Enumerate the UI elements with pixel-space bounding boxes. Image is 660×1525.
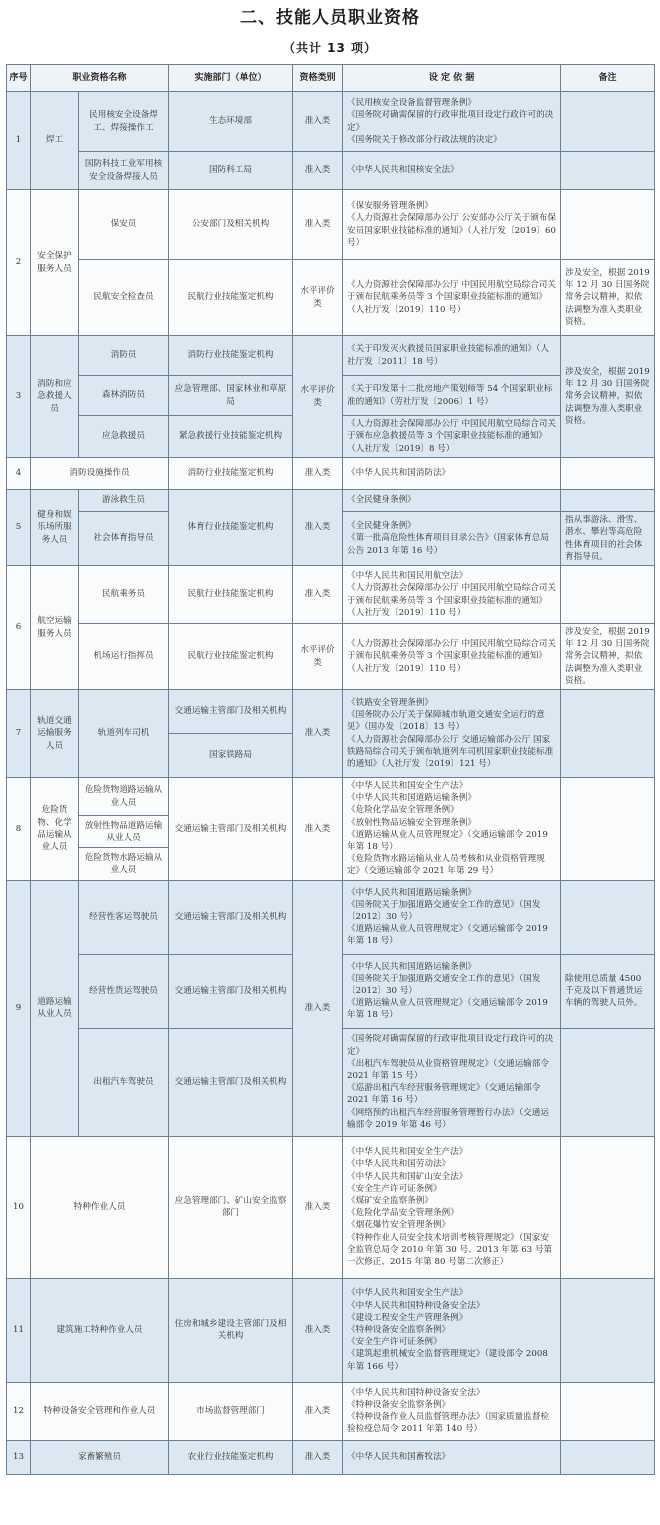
name-cell: 应急救援员 (79, 416, 169, 458)
note-cell (561, 1382, 655, 1440)
basis-cell (343, 566, 561, 624)
basis-line: 《国务院关于加强道路交通安全工作的意见》（国发〔2012〕30 号） (347, 899, 541, 923)
header-note: 备注 (561, 65, 655, 92)
dept-cell: 交通运输主管部门及相关机构 (169, 880, 293, 954)
basis-cell (343, 954, 561, 1028)
name-cell: 消防设施操作员 (31, 458, 169, 490)
basis-cell (343, 624, 561, 690)
type-cell: 准入类 (293, 1382, 343, 1440)
basis-line: 《中华人民共和国道路运输条例》 (347, 961, 476, 972)
name-cell: 民航安全检查员 (79, 260, 169, 336)
basis-line: 《中华人民共和国矿山安全法》 (347, 1171, 468, 1182)
dept-cell: 交通运输主管部门及相关机构 (169, 954, 293, 1028)
basis-cell (343, 416, 561, 458)
type-cell: 准入类 (293, 566, 343, 624)
seq-cell: 6 (7, 566, 31, 690)
basis-cell (343, 1278, 561, 1382)
name-cell: 经营性货运驾驶员 (79, 954, 169, 1028)
name-cell: 危险货物道路运输从业人员 (79, 778, 169, 816)
dept-cell: 体育行业技能鉴定机构 (169, 490, 293, 566)
name-cell: 出租汽车驾驶员 (79, 1028, 169, 1136)
dept-cell: 紧急救援行业技能鉴定机构 (169, 416, 293, 458)
basis-line: 《煤矿安全监察条例》 (347, 1195, 433, 1206)
basis-line: 《出租汽车驾驶员从业资格管理规定》（交通运输部令 2021 年第 15 号） (347, 1058, 549, 1081)
basis-line: 《中华人民共和国民用航空法》 (347, 571, 468, 582)
basis-line: 《国务院关于加强道路交通安全工作的意见》（国发〔2012〕30 号） (347, 973, 541, 997)
seq-cell: 9 (7, 880, 31, 1136)
table-row (7, 458, 655, 490)
seq-cell: 12 (7, 1382, 31, 1440)
table-row (7, 1136, 655, 1278)
name-cell: 放射性物品道路运输从业人员 (79, 816, 169, 848)
page-subtitle: （共计 13 项） (282, 41, 378, 55)
basis-cell (343, 490, 561, 512)
basis-line: 《中华人民共和国安全生产法》 (347, 1288, 468, 1299)
table-row (7, 624, 655, 690)
basis-line: 《国务院对确需保留的行政审批项目设定行政许可的决定》 (347, 1034, 554, 1057)
basis-line: 《第一批高危险性体育项目目录公告》（国家体育总局公告 2013 年第 16 号） (347, 533, 549, 556)
seq-cell: 4 (7, 458, 31, 490)
note-cell: 涉及安全，根据 2019 年 12 月 30 日国务院常务会议精神，拟依法调整为准入类职业资格。 (561, 260, 655, 336)
dept-cell: 市场监督管理部门 (169, 1382, 293, 1440)
note-cell: 涉及安全，根据 2019 年 12 月 30 日国务院常务会议精神，拟依法调整为准入类职业资格。 (561, 624, 655, 690)
group-cell: 轨道交通运输服务人员 (31, 690, 79, 778)
seq-cell: 7 (7, 690, 31, 778)
note-cell: 除使用总质量 4500 千克及以下普通货运车辆的驾驶人员外。 (561, 954, 655, 1028)
basis-line: 《网络预约出租汽车经营服务管理暂行办法》（交通运输部令 2019 年第 46 号） (347, 1107, 549, 1130)
basis-line: 《全民健身条例》 (347, 495, 416, 506)
basis-line: 《中华人民共和国特种设备安全法》 (347, 1387, 485, 1398)
basis-line: 《国务院对确需保留的行政审批项目设定行政许可的决定》 (347, 110, 554, 133)
basis-cell (343, 92, 561, 152)
basis-line: 《建筑起重机械安全监督管理规定》（建设部令 2008 年第 166 号） (347, 1349, 548, 1372)
name-cell: 游泳救生员 (79, 490, 169, 512)
basis-line: 《特种设备作业人员监督管理办法》（国家质量监督检验检疫总局令 2011 年第 140 号） (347, 1412, 549, 1435)
type-cell: 准入类 (293, 778, 343, 881)
table-row (7, 92, 655, 152)
type-cell: 水平评价类 (293, 260, 343, 336)
name-cell: 轨道列车司机 (79, 690, 169, 778)
table-header-row (7, 65, 655, 92)
note-cell (561, 490, 655, 512)
table-row (7, 1382, 655, 1440)
basis-line: 《道路运输从业人员管理规定》（交通运输部令 2019 年第 18 号） (347, 924, 548, 947)
name-cell: 经营性客运驾驶员 (79, 880, 169, 954)
seq-cell: 2 (7, 190, 31, 336)
header-name: 职业资格名称 (31, 65, 169, 92)
basis-line: 《危险化学品安全管理条例》 (347, 1208, 459, 1219)
basis-line: 《建设工程安全生产管理条例》 (347, 1312, 468, 1323)
name-cell: 家畜繁殖员 (31, 1440, 169, 1474)
name-cell: 民航乘务员 (79, 566, 169, 624)
basis-line: 《中华人民共和国畜牧法》 (347, 1452, 451, 1463)
header-basis: 设 定 依 据 (343, 65, 561, 92)
header-type: 资格类别 (293, 65, 343, 92)
basis-line: 《中华人民共和国道路运输条例》 (347, 793, 476, 804)
type-cell: 准入类 (293, 690, 343, 778)
name-cell: 森林消防员 (79, 376, 169, 416)
basis-cell (343, 512, 561, 566)
dept-cell: 消防行业技能鉴定机构 (169, 458, 293, 490)
group-cell: 安全保护服务人员 (31, 190, 79, 336)
basis-line: 《安全生产许可证条例》 (347, 1183, 442, 1194)
note-cell (561, 1278, 655, 1382)
basis-line: 《铁路安全管理条例》 (347, 697, 433, 708)
basis-line: 《特种设备安全监察条例》 (347, 1325, 451, 1336)
basis-cell (343, 1440, 561, 1474)
basis-line: 《道路运输从业人员管理规定》（交通运输部令 2019 年第 18 号） (347, 829, 548, 853)
note-cell (561, 92, 655, 152)
type-cell: 水平评价类 (293, 624, 343, 690)
basis-cell (343, 690, 561, 778)
basis-line: 《特种作业人员安全技术培训考核管理规定》（国家安全监管总局令 2010 年第 30 号、2013 年第 63 号第一次修正、2015 年第 80 号第二次修正） (347, 1232, 553, 1267)
basis-line: 《关于印发灭火救援员国家职业技能标准的通知》（人社厅发〔2011〕18 号） (347, 344, 549, 367)
note-cell (561, 690, 655, 778)
dept-cell: 应急管理部、国家林业和草原局 (169, 376, 293, 416)
note-cell (561, 566, 655, 624)
seq-cell: 5 (7, 490, 31, 566)
group-cell: 焊工 (31, 92, 79, 190)
basis-line: 《国务院关于修改部分行政法规的决定》 (347, 134, 502, 145)
qualification-table (6, 64, 655, 1475)
group-cell: 危险货物、化学品运输从业人员 (31, 778, 79, 881)
basis-line: 《中华人民共和国安全生产法》 (347, 781, 468, 792)
table-row (7, 490, 655, 512)
table-row (7, 690, 655, 734)
basis-cell (343, 1028, 561, 1136)
basis-cell (343, 190, 561, 260)
basis-line: 《民用核安全设备监督管理条例》 (347, 98, 476, 109)
seq-cell: 8 (7, 778, 31, 881)
table-row (7, 1440, 655, 1474)
table-row (7, 1278, 655, 1382)
basis-line: 《放射性物品运输安全管理条例》 (347, 817, 476, 828)
note-cell: 涉及安全，根据 2019 年 12 月 30 日国务院常务会议精神，拟依法调整为准入类职业资格。 (561, 336, 655, 458)
basis-line: 《保安服务管理条例》 (347, 201, 433, 212)
basis-cell (343, 778, 561, 881)
type-cell: 准入类 (293, 92, 343, 152)
type-cell: 准入类 (293, 190, 343, 260)
name-cell: 危险货物水路运输从业人员 (79, 848, 169, 880)
basis-cell (343, 1382, 561, 1440)
basis-line: 《道路运输从业人员管理规定》（交通运输部令 2019 年第 18 号） (347, 998, 548, 1021)
basis-line: 《危险化学品安全管理条例》 (347, 805, 459, 816)
note-cell (561, 1440, 655, 1474)
table-row (7, 152, 655, 190)
note-cell (561, 1028, 655, 1136)
basis-line: 《中华人民共和国安全生产法》 (347, 1147, 468, 1158)
name-cell: 机场运行指挥员 (79, 624, 169, 690)
dept-cell: 交通运输主管部门及相关机构 (169, 690, 293, 734)
table-row (7, 566, 655, 624)
name-cell: 特种设备安全管理和作业人员 (31, 1382, 169, 1440)
type-cell: 准入类 (293, 1440, 343, 1474)
seq-cell: 13 (7, 1440, 31, 1474)
type-cell: 准入类 (293, 152, 343, 190)
type-cell: 准入类 (293, 1278, 343, 1382)
basis-cell (343, 260, 561, 336)
basis-cell (343, 458, 561, 490)
dept-cell: 农业行业技能鉴定机构 (169, 1440, 293, 1474)
basis-line: 《中华人民共和国道路运输条例》 (347, 887, 476, 898)
name-cell: 社会体育指导员 (79, 512, 169, 566)
header-seq: 序号 (7, 65, 31, 92)
name-cell: 保安员 (79, 190, 169, 260)
note-cell (561, 458, 655, 490)
name-cell: 建筑施工特种作业人员 (31, 1278, 169, 1382)
basis-line: 《全民健身条例》 (347, 521, 416, 532)
group-cell: 道路运输从业人员 (31, 880, 79, 1136)
dept-cell: 交通运输主管部门及相关机构 (169, 1028, 293, 1136)
basis-line: 《安全生产许可证条例》 (347, 1337, 442, 1348)
name-cell: 特种作业人员 (31, 1136, 169, 1278)
name-cell: 消防员 (79, 336, 169, 376)
dept-cell: 生态环境部 (169, 92, 293, 152)
basis-line: 《人力资源社会保障部办公厅 中国民用航空局综合司关于颁布应急救援员等 3 个国家职业技能标准的通知》（人社厅发〔2019〕8 号） (347, 419, 556, 454)
basis-line: 《危险货物水路运输从业人员考核和从业资格管理规定》（交通运输部令 2021 年第 29 号） (347, 854, 545, 877)
basis-line: 《人力资源社会保障部办公厅 中国民用航空局综合司关于颁布民航乘务员等 3 个国家职业技能标准的通知》（人社厅发〔2019〕110 号） (347, 583, 556, 618)
note-cell (561, 152, 655, 190)
type-cell: 准入类 (293, 490, 343, 566)
basis-line: 《人力资源社会保障部办公厅 交通运输部办公厅 国家铁路局综合司关于颁布轨道列车司机国家职业技能标准的通知》（人社厅发〔2019〕121 号） (347, 734, 554, 769)
basis-cell (343, 376, 561, 416)
seq-cell: 3 (7, 336, 31, 458)
table-row (7, 880, 655, 954)
basis-line: 《人力资源社会保障部办公厅 公安部办公厅关于颁布保安员国家职业技能标准的通知》（人社厅发〔2019〕60 号） (347, 213, 556, 248)
basis-line: 《中华人民共和国劳动法》 (347, 1159, 451, 1170)
dept-cell: 国防科工局 (169, 152, 293, 190)
basis-line: 《中华人民共和国特种设备安全法》 (347, 1300, 485, 1311)
header-dept: 实施部门（单位） (169, 65, 293, 92)
note-cell (561, 880, 655, 954)
basis-line: 《国务院办公厅关于保障城市轨道交通安全运行的意见》（国办发〔2018〕13 号） (347, 710, 545, 733)
basis-cell (343, 336, 561, 376)
table-row (7, 190, 655, 260)
dept-cell: 国家铁路局 (169, 734, 293, 778)
basis-line: 《烟花爆竹安全管理条例》 (347, 1220, 451, 1231)
table-row (7, 260, 655, 336)
seq-cell: 10 (7, 1136, 31, 1278)
basis-line: 《人力资源社会保障部办公厅 中国民用航空局综合司关于颁布民航乘务员等 3 个国家职业技能标准的通知》（人社厅发〔2019〕110 号） (347, 639, 556, 674)
dept-cell: 消防行业技能鉴定机构 (169, 336, 293, 376)
basis-cell (343, 1136, 561, 1278)
dept-cell: 交通运输主管部门及相关机构 (169, 778, 293, 881)
page-title: 二、技能人员职业资格 (240, 8, 420, 28)
name-cell: 国防科技工业军用核安全设备焊接人员 (79, 152, 169, 190)
dept-cell: 民航行业技能鉴定机构 (169, 260, 293, 336)
dept-cell: 应急管理部门、矿山安全监察部门 (169, 1136, 293, 1278)
basis-line: 《关于印发第十二批房地产策划师等 54 个国家职业标准的通知》（劳社厅发〔2006〕1 号） (347, 384, 553, 407)
basis-cell (343, 152, 561, 190)
type-cell: 准入类 (293, 880, 343, 1136)
name-cell: 民用核安全设备焊工、焊接操作工 (79, 92, 169, 152)
dept-cell: 公安部门及相关机构 (169, 190, 293, 260)
type-cell: 水平评价类 (293, 336, 343, 458)
type-cell: 准入类 (293, 1136, 343, 1278)
group-cell: 航空运输服务人员 (31, 566, 79, 690)
basis-line: 《巡游出租汽车经营服务管理规定》（交通运输部令 2021 年第 16 号） (347, 1083, 541, 1106)
table-row (7, 778, 655, 816)
note-cell (561, 778, 655, 881)
table-row (7, 336, 655, 376)
group-cell: 健身和娱乐场所服务人员 (31, 490, 79, 566)
seq-cell: 11 (7, 1278, 31, 1382)
group-cell: 消防和应急救援人员 (31, 336, 79, 458)
basis-line: 《中华人民共和国消防法》 (347, 468, 451, 479)
dept-cell: 民航行业技能鉴定机构 (169, 624, 293, 690)
basis-line: 《中华人民共和国核安全法》 (347, 165, 459, 176)
dept-cell: 民航行业技能鉴定机构 (169, 566, 293, 624)
note-cell: 指从事游泳、滑雪、潜水、攀岩等高危险性体育项目的社会体育指导员。 (561, 512, 655, 566)
note-cell (561, 190, 655, 260)
type-cell: 准入类 (293, 458, 343, 490)
basis-cell (343, 880, 561, 954)
basis-line: 《人力资源社会保障部办公厅 中国民用航空局综合司关于颁布民航乘务员等 3 个国家职业技能标准的通知》（人社厅发〔2019〕110 号） (347, 280, 556, 315)
dept-cell: 住房和城乡建设主管部门及相关机构 (169, 1278, 293, 1382)
basis-line: 《特种设备安全监察条例》 (347, 1399, 451, 1410)
seq-cell: 1 (7, 92, 31, 190)
note-cell (561, 1136, 655, 1278)
